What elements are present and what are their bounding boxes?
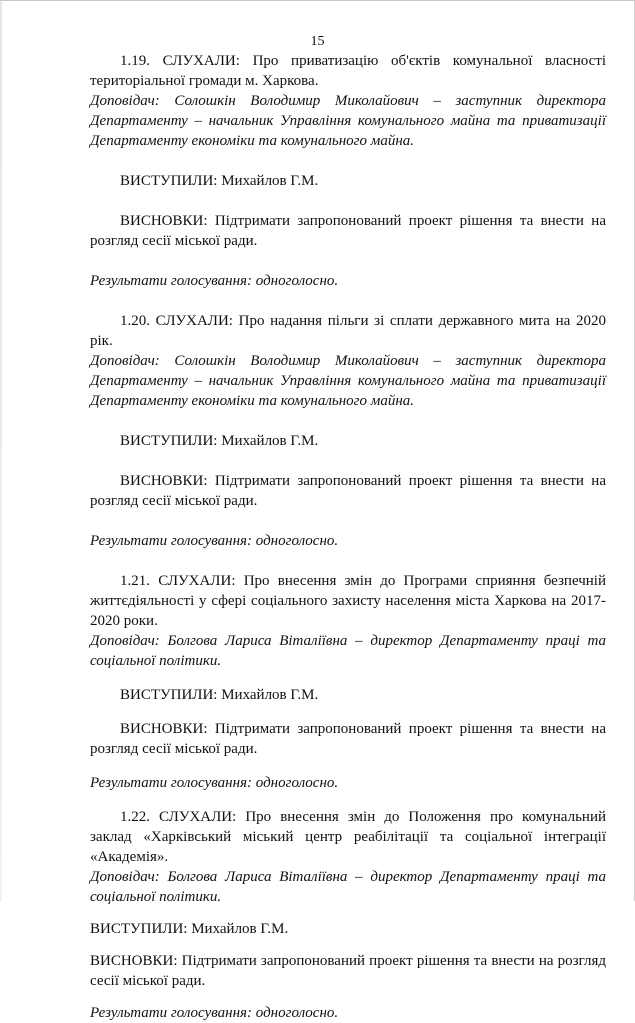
- item-spoke: ВИСТУПИЛИ: Михайлов Г.М.: [120, 173, 319, 189]
- item-speaker: Доповідач: Солошкін Володимир Миколайович – заступник директора Департаменту – начальник Управління комунального майна та приватизації Департаменту економіки та комунального майна.: [90, 353, 606, 409]
- item-conclusion: ВИСНОВКИ: Підтримати запропонований проект рішення та внести на розгляд сесії міської ради.: [90, 953, 606, 989]
- item-spoke: ВИСТУПИЛИ: Михайлов Г.М.: [120, 687, 319, 703]
- item-heard: 1.22. СЛУХАЛИ: Про внесення змін до Положення про комунальний заклад «Харківський міський центр реабілітації та соціальної інтеграції «Академія».: [90, 809, 606, 865]
- item-vote: Результати голосування: одноголосно.: [90, 1005, 339, 1021]
- item-speaker: Доповідач: Солошкін Володимир Миколайович – заступник директора Департаменту – начальник Управління комунального майна та приватизації Департаменту економіки та комунального майна.: [90, 93, 606, 149]
- item-vote: Результати голосування: одноголосно.: [90, 273, 339, 289]
- item-heard: 1.21. СЛУХАЛИ: Про внесення змін до Програми сприяння безпечній життєдіяльності у сфері соціального захисту населення міста Харкова на 2017-2020 роки.: [90, 573, 606, 629]
- item-speaker: Доповідач: Болгова Лариса Віталіївна – директор Департаменту праці та соціальної політики.: [90, 869, 606, 905]
- item-conclusion: ВИСНОВКИ: Підтримати запропонований проект рішення та внести на розгляд сесії міської ради.: [90, 213, 606, 249]
- page-number: 15: [310, 34, 325, 49]
- item-spoke: ВИСТУПИЛИ: Михайлов Г.М.: [90, 921, 289, 937]
- item-vote: Результати голосування: одноголосно.: [90, 533, 339, 549]
- item-spoke: ВИСТУПИЛИ: Михайлов Г.М.: [120, 433, 319, 449]
- item-heard: 1.19. СЛУХАЛИ: Про приватизацію об'єктів комунальної власності територіальної громади м. Харкова.: [90, 53, 606, 89]
- minutes-body: [90, 51, 606, 1023]
- item-conclusion: ВИСНОВКИ: Підтримати запропонований проект рішення та внести на розгляд сесії міської ради.: [90, 721, 606, 757]
- item-speaker: Доповідач: Болгова Лариса Віталіївна – директор Департаменту праці та соціальної політики.: [90, 633, 606, 669]
- item-heard: 1.20. СЛУХАЛИ: Про надання пільги зі сплати державного мита на 2020 рік.: [90, 313, 606, 349]
- item-vote: Результати голосування: одноголосно.: [90, 775, 339, 791]
- scan-edge: [0, 1, 2, 902]
- item-conclusion: ВИСНОВКИ: Підтримати запропонований проект рішення та внести на розгляд сесії міської ради.: [90, 473, 606, 509]
